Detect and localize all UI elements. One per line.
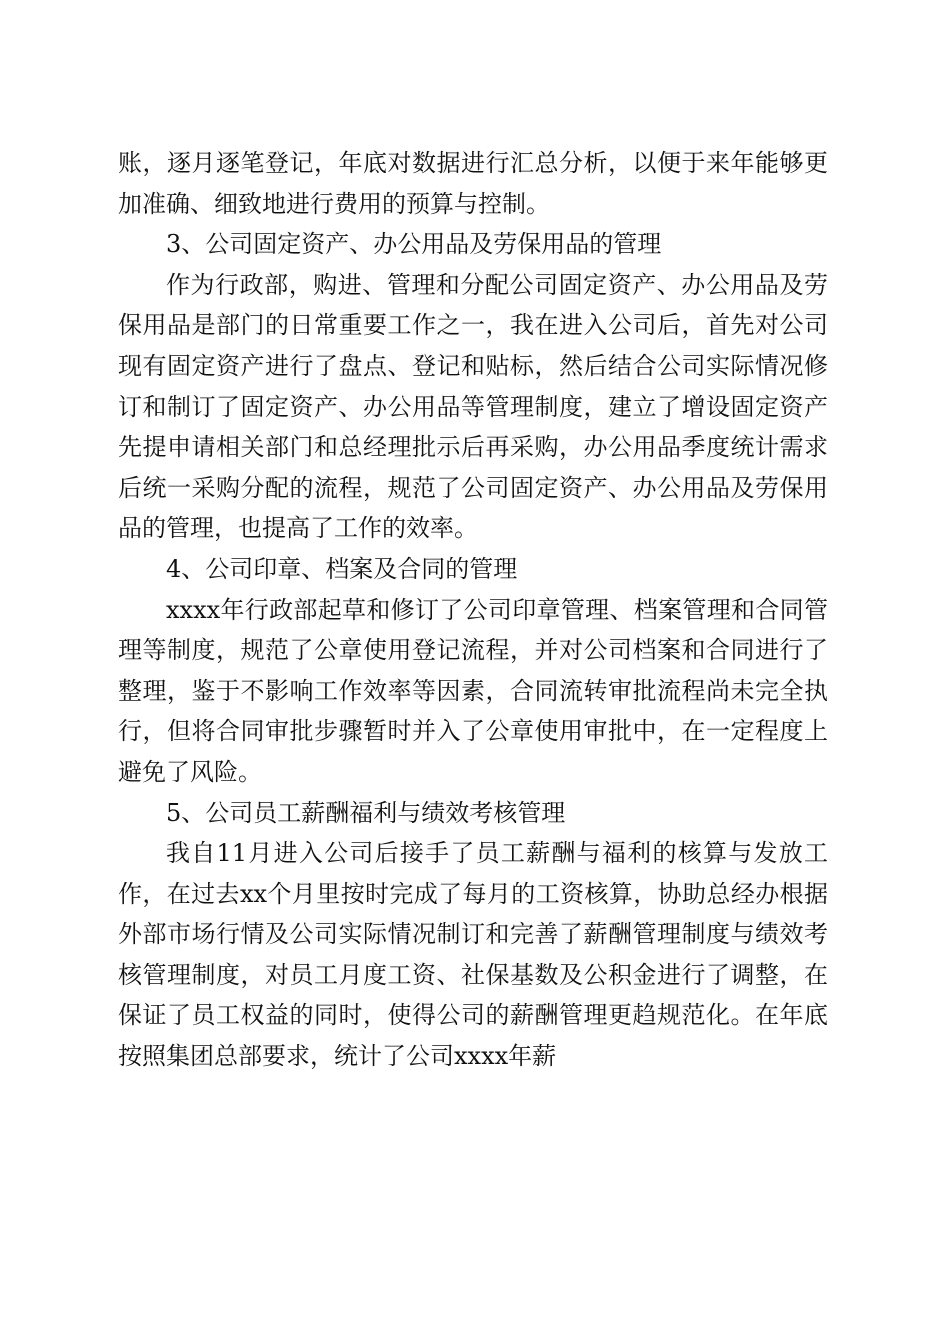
section-heading-3: 3、公司固定资产、办公用品及劳保用品的管理 [166,230,662,259]
paragraph-continuation: 账，逐月逐笔登记，年底对数据进行汇总分析，以便于来年能够更加准确、细致地进行费用的预算与控制。 [118,149,828,218]
document-body [118,143,828,1077]
paragraph-salary: 我自11月进入公司后接手了员工薪酬与福利的核算与发放工作，在过去xx个月里按时完成了每月的工资核算，协助总经办根据外部市场行情及公司实际情况制订和完善了薪酬管理制度与绩效考核管理制度，对员工月度工资、社保基数及公积金进行了调整，在保证了员工权益的同时，使得公司的薪酬管理更趋规范化。在年底按照集团总部要求，统计了公司xxxx年薪 [118,839,828,1071]
section-heading-5: 5、公司员工薪酬福利与绩效考核管理 [166,798,566,827]
section-heading-4: 4、公司印章、档案及合同的管理 [166,554,518,583]
paragraph-seals-archives: xxxx年行政部起草和修订了公司印章管理、档案管理和合同管理等制度，规范了公章使用登记流程，并对公司档案和合同进行了整理，鉴于不影响工作效率等因素，合同流转审批流程尚未完全执行，但将合同审批步骤暂时并入了公章使用审批中，在一定程度上避免了风险。 [118,595,828,786]
paragraph-assets: 作为行政部，购进、管理和分配公司固定资产、办公用品及劳保用品是部门的日常重要工作之一，我在进入公司后，首先对公司现有固定资产进行了盘点、登记和贴标，然后结合公司实际情况修订和制订了固定资产、办公用品等管理制度，建立了增设固定资产先提申请相关部门和总经理批示后再采购，办公用品季度统计需求后统一采购分配的流程，规范了公司固定资产、办公用品及劳保用品的管理，也提高了工作的效率。 [118,270,828,543]
